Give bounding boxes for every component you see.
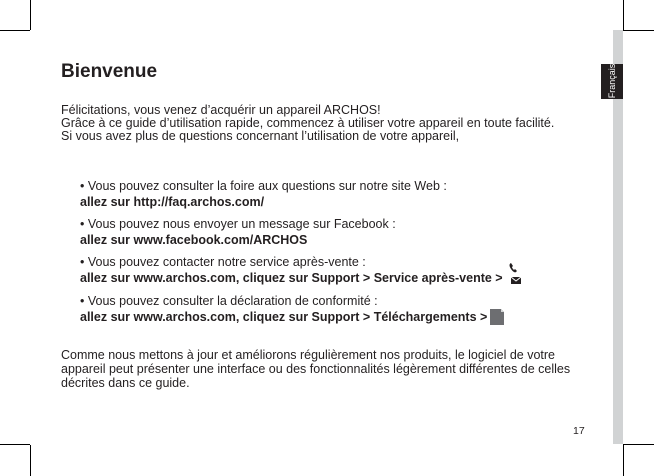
document-icon [490, 309, 504, 325]
intro-text [61, 104, 581, 143]
downloads-link[interactable]: allez sur www.archos.com, cliquez sur Support > Téléchargements > [80, 309, 488, 324]
page-title: Bienvenue [61, 61, 158, 82]
crop-mark [623, 30, 654, 31]
bullet-conformity [80, 293, 580, 326]
outro-paragraph: Comme nous mettons à jour et améliorons régulièrement nos produits, le logiciel de votre appareil peut présenter une interface ou des fonctionnalités légèrement différentes de celles décrites dans ce guide. [61, 348, 571, 390]
faq-link[interactable]: allez sur http://faq.archos.com/ [80, 195, 265, 209]
bullet-list [80, 178, 580, 331]
intro-line: Grâce à ce guide d’utilisation rapide, commencez à utiliser votre appareil en toute facilité. [61, 116, 555, 130]
bullet-lead: • Vous pouvez nous envoyer un message sur Facebook : [80, 217, 396, 231]
bullet-lead: • Vous pouvez contacter notre service après-vente : [80, 255, 366, 269]
support-link-row [80, 270, 580, 287]
intro-line: Si vous avez plus de questions concernant l’utilisation de votre appareil, [61, 129, 460, 143]
outro-text [61, 348, 581, 390]
page-number: 17 [573, 425, 585, 437]
support-link[interactable]: allez sur www.archos.com, cliquez sur Support > Service après-vente > [80, 271, 503, 285]
crop-mark [623, 0, 624, 30]
crop-mark [30, 445, 31, 476]
bullet-support [80, 254, 580, 287]
intro-line: Félicitations, vous venez d’acquérir un appareil ARCHOS! [61, 103, 381, 117]
bullet-facebook [80, 216, 580, 248]
phone-envelope-icon [506, 271, 522, 287]
crop-mark [0, 444, 30, 445]
facebook-link[interactable]: allez sur www.facebook.com/ARCHOS [80, 233, 308, 247]
language-tab-label: Français [607, 63, 617, 99]
crop-mark [623, 445, 624, 476]
bullet-faq [80, 178, 580, 210]
crop-mark [623, 444, 654, 445]
crop-mark [30, 0, 31, 30]
conformity-link-row [80, 309, 580, 326]
crop-mark [0, 30, 30, 31]
bullet-lead: • Vous pouvez consulter la foire aux questions sur notre site Web : [80, 179, 447, 193]
bullet-lead: • Vous pouvez consulter la déclaration de conformité : [80, 293, 378, 308]
